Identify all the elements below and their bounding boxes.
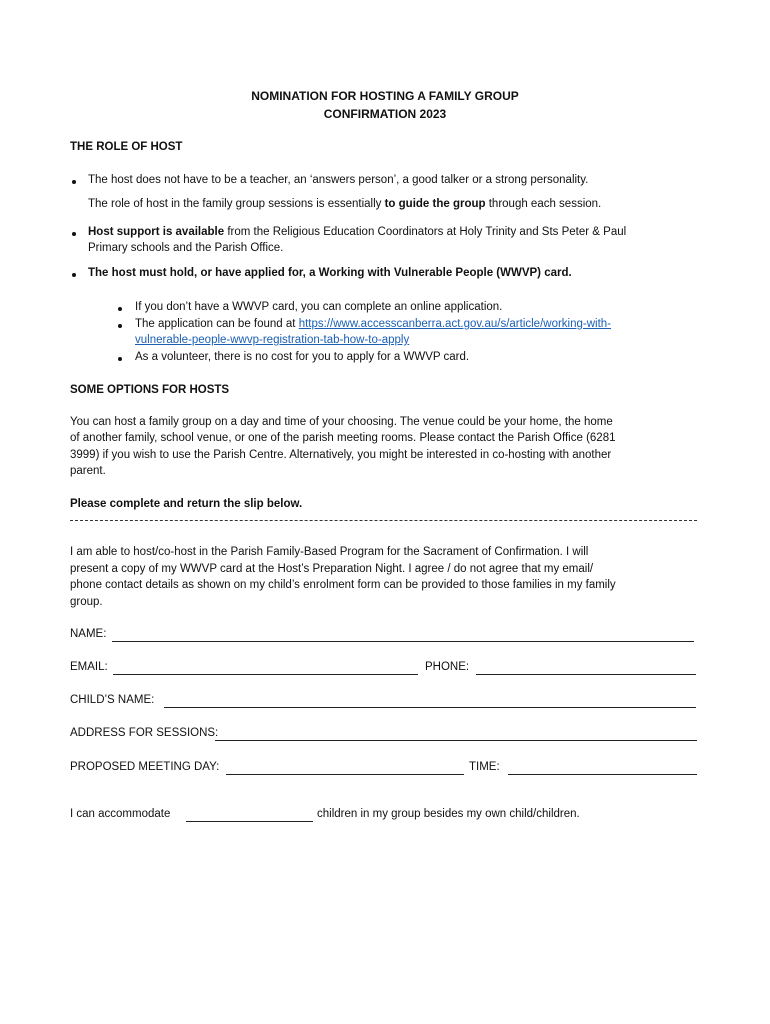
email-field[interactable]: [113, 662, 418, 675]
options-paragraph-line3: 3999) if you wish to use the Parish Centre. Alternatively, you might be interested in co-hosting with another: [70, 449, 612, 461]
host-role-pre: The role of host in the family group sessions is essentially: [88, 198, 385, 210]
application-link-part1[interactable]: https://www.accesscanberra.act.gov.au/s/article/working-with-: [298, 318, 612, 330]
meeting-day-label: PROPOSED MEETING DAY:: [70, 761, 220, 773]
email-field-label: EMAIL:: [70, 661, 108, 673]
address-field[interactable]: [215, 728, 697, 741]
sub-bullet-online-application: If you don’t have a WWVP card, you can complete an online application.: [135, 301, 503, 313]
host-support-bold: Host support is available: [88, 226, 225, 238]
bullet-wwvp-requirement: The host must hold, or have applied for, a Working with Vulnerable People (WWVP) card.: [88, 267, 572, 279]
host-role-bold: to guide the group: [384, 198, 486, 210]
time-field[interactable]: [508, 762, 697, 775]
bullet-dot: [118, 357, 122, 361]
options-heading: SOME OPTIONS FOR HOSTS: [70, 384, 230, 396]
bullet-dot: [118, 324, 122, 328]
bullet-dot: [72, 273, 76, 277]
child-name-field[interactable]: [164, 695, 696, 708]
slip-statement-line2: present a copy of my WWVP card at the Host’s Preparation Night. I agree / do not agree that my email/: [70, 563, 594, 575]
role-heading: THE ROLE OF HOST: [70, 141, 183, 153]
accommodate-pre: I can accommodate: [70, 808, 171, 820]
bullet-host-not-teacher: The host does not have to be a teacher, an ‘answers person’, a good talker or a strong personality.: [88, 174, 589, 186]
document-title-line2: CONFIRMATION 2023: [323, 107, 447, 121]
bullet-host-support-line2: Primary schools and the Parish Office.: [88, 242, 284, 254]
slip-statement-line4: group.: [70, 596, 103, 608]
host-role-post: through each session.: [485, 198, 602, 210]
return-instruction: Please complete and return the slip below.: [70, 498, 303, 510]
bullet-dot: [118, 307, 122, 311]
child-name-label: CHILD’S NAME:: [70, 694, 155, 706]
cut-line-divider: [70, 520, 697, 521]
accommodate-post: children in my group besides my own child/children.: [317, 808, 580, 820]
bullet-dot: [72, 232, 76, 236]
address-label: ADDRESS FOR SESSIONS:: [70, 727, 219, 739]
phone-field-label: PHONE:: [425, 661, 470, 673]
bullet-host-support-line1: [88, 226, 626, 238]
sub-bullet-application-url-line2: [135, 334, 409, 346]
options-paragraph-line1: You can host a family group on a day and time of your choosing. The venue could be your home, the home: [70, 416, 613, 428]
meeting-day-field[interactable]: [226, 762, 464, 775]
slip-statement-line3: phone contact details as shown on my child’s enrolment form can be provided to those families in my family: [70, 579, 616, 591]
options-paragraph-line4: parent.: [70, 465, 106, 477]
accommodate-count-field[interactable]: [186, 809, 313, 822]
time-label: TIME:: [469, 761, 500, 773]
application-link-part2[interactable]: vulnerable-people-wwvp-registration-tab-how-to-apply: [135, 334, 410, 346]
name-field-label: NAME:: [70, 628, 107, 640]
slip-statement-line1: I am able to host/co-host in the Parish Family-Based Program for the Sacrament of Confirmation. I will: [70, 546, 589, 558]
name-field[interactable]: [112, 629, 694, 642]
sub-bullet-application-url: [135, 318, 611, 330]
phone-field[interactable]: [476, 662, 696, 675]
document-title-line1: NOMINATION FOR HOSTING A FAMILY GROUP: [251, 89, 519, 103]
bullet-dot: [72, 180, 76, 184]
host-support-rest: from the Religious Education Coordinators at Holy Trinity and Sts Peter & Paul: [224, 226, 627, 238]
sub-bullet-no-cost: As a volunteer, there is no cost for you to apply for a WWVP card.: [135, 351, 470, 363]
application-url-pre: The application can be found at: [135, 318, 299, 330]
bullet-host-role-text: [88, 198, 601, 210]
options-paragraph-line2: of another family, school venue, or one of the parish meeting rooms. Please contact the Parish Office (6281: [70, 432, 616, 444]
